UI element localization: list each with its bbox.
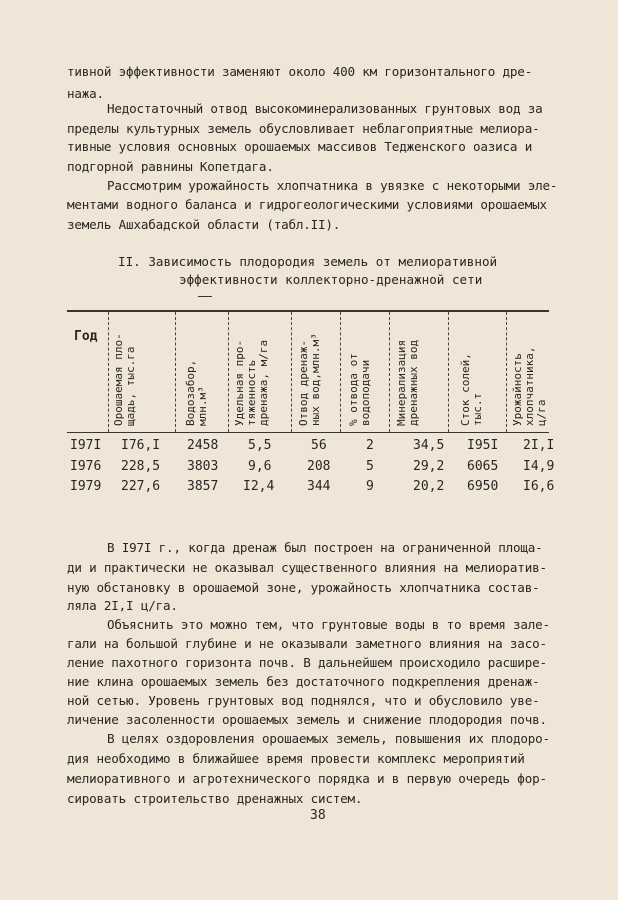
table-cell: 2I,I — [523, 438, 555, 453]
table-mark — [198, 296, 212, 297]
column-header-water-intake: Водозабор, млн.м³ — [184, 359, 209, 426]
text-line: пределы культурных земель обусловливает неблагоприятные мелиора- — [67, 121, 540, 136]
column-header-drainage-density: Удельная про- тяженность дренажа, м/га — [233, 339, 270, 426]
text-line: мелиоративного и агротехнического порядка и в первую очередь фор- — [67, 771, 547, 786]
column-header-outflow-percent: % отвода от водоподачи — [347, 353, 372, 426]
column-separator — [389, 312, 390, 432]
text-line: нажа. — [67, 86, 104, 101]
table-cell: I2,4 — [243, 479, 275, 494]
text-line: Недостаточный отвод высокоминерализованных грунтовых вод за — [107, 101, 543, 116]
text-line: подгорной равнины Копетдага. — [67, 159, 274, 174]
text-line: Объяснить это можно тем, что грунтовые воды в то время зале- — [107, 617, 550, 632]
table-cell: 5 — [366, 459, 374, 474]
page-number: 38 — [310, 808, 326, 823]
text-line: земель Ашхабадской области (табл.II). — [67, 217, 341, 232]
column-separator — [175, 312, 176, 432]
text-line: тивные условия основных орошаемых массивов Тедженского оазиса и — [67, 139, 533, 154]
table-cell: 9 — [366, 479, 374, 494]
text-line: Рассмотрим урожайность хлопчатника в увязке с некоторыми эле- — [107, 178, 558, 193]
text-line: ную обстановку в орошаемой зоне, урожайность хлопчатника состав- — [67, 580, 540, 595]
text-line: ной сетью. Уровень грунтовых вод поднялся, что и обусловило уве- — [67, 693, 540, 708]
column-header-cotton-yield: Урожайность хлопчатника, ц/га — [511, 346, 548, 426]
text-line: ди и практически не оказывал существенного влияния на мелиоратив- — [67, 560, 547, 575]
text-line: ние клина орошаемых земель без достаточного подкрепления дренаж- — [67, 674, 540, 689]
table-cell: I979 — [70, 479, 102, 494]
table-cell: 228,5 — [121, 459, 161, 474]
table-cell: 6950 — [467, 479, 499, 494]
column-separator — [108, 312, 109, 432]
column-header-mineralization: Минерализация дренажных вод — [395, 339, 420, 426]
table-cell: 344 — [307, 479, 331, 494]
text-line: В I97I г., когда дренаж был построен на ограниченной площа- — [107, 540, 543, 555]
column-header-salt-runoff: Сток солей, тыс.т — [459, 353, 484, 426]
table-cell: 20,2 — [413, 479, 445, 494]
table-cell: 5,5 — [248, 438, 272, 453]
table-cell: 9,6 — [248, 459, 272, 474]
column-header-irrigated-area: Орошаемая пло- щадь, тыс.га — [112, 333, 137, 426]
table-cell: I976 — [70, 459, 102, 474]
table-cell: 2 — [366, 438, 374, 453]
table-header-rule — [67, 432, 549, 433]
table-cell: I97I — [70, 438, 102, 453]
table-cell: I76,I — [121, 438, 161, 453]
table-cell: I4,9 — [523, 459, 555, 474]
table-cell: I95I — [467, 438, 499, 453]
column-separator — [228, 312, 229, 432]
text-line: ментами водного баланса и гидрогеологическими условиями орошаемых — [67, 197, 547, 212]
text-line: сировать строительство дренажных систем. — [67, 791, 363, 806]
table-title: II. Зависимость плодородия земель от мелиоративной — [118, 254, 498, 269]
text-line: ляла 2I,I ц/га. — [67, 598, 178, 613]
column-separator — [506, 312, 507, 432]
table-cell: 208 — [307, 459, 331, 474]
table-cell: 3857 — [187, 479, 219, 494]
table-cell: 227,6 — [121, 479, 161, 494]
text-line: тивной эффективности заменяют около 400 км горизонтального дре- — [67, 64, 533, 79]
table-cell: 29,2 — [413, 459, 445, 474]
column-separator — [340, 312, 341, 432]
text-line: дия необходимо в ближайшее время провести комплекс мероприятий — [67, 751, 525, 766]
text-line: В целях оздоровления орошаемых земель, повышения их плодоро- — [107, 731, 550, 746]
column-separator — [291, 312, 292, 432]
text-line: ление пахотного горизонта почв. В дальнейшем происходило расшире- — [67, 655, 547, 670]
table-top-rule — [67, 310, 549, 312]
column-header-year: Год — [74, 329, 98, 344]
table-cell: 3803 — [187, 459, 219, 474]
table-cell: 2458 — [187, 438, 219, 453]
table-title: эффективности коллекторно-дренажной сети — [179, 272, 483, 287]
table-cell: 56 — [311, 438, 327, 453]
text-line: гали на большой глубине и не оказывали заметного влияния на засо- — [67, 636, 547, 651]
table-cell: I6,6 — [523, 479, 555, 494]
text-line: личение засоленности орошаемых земель и снижение плодородия почв. — [67, 712, 547, 727]
column-separator — [448, 312, 449, 432]
column-header-drainage-outflow: Отвод дренаж- ных вод,млн.м³ — [297, 333, 322, 426]
table-cell: 34,5 — [413, 438, 445, 453]
table-cell: 6065 — [467, 459, 499, 474]
